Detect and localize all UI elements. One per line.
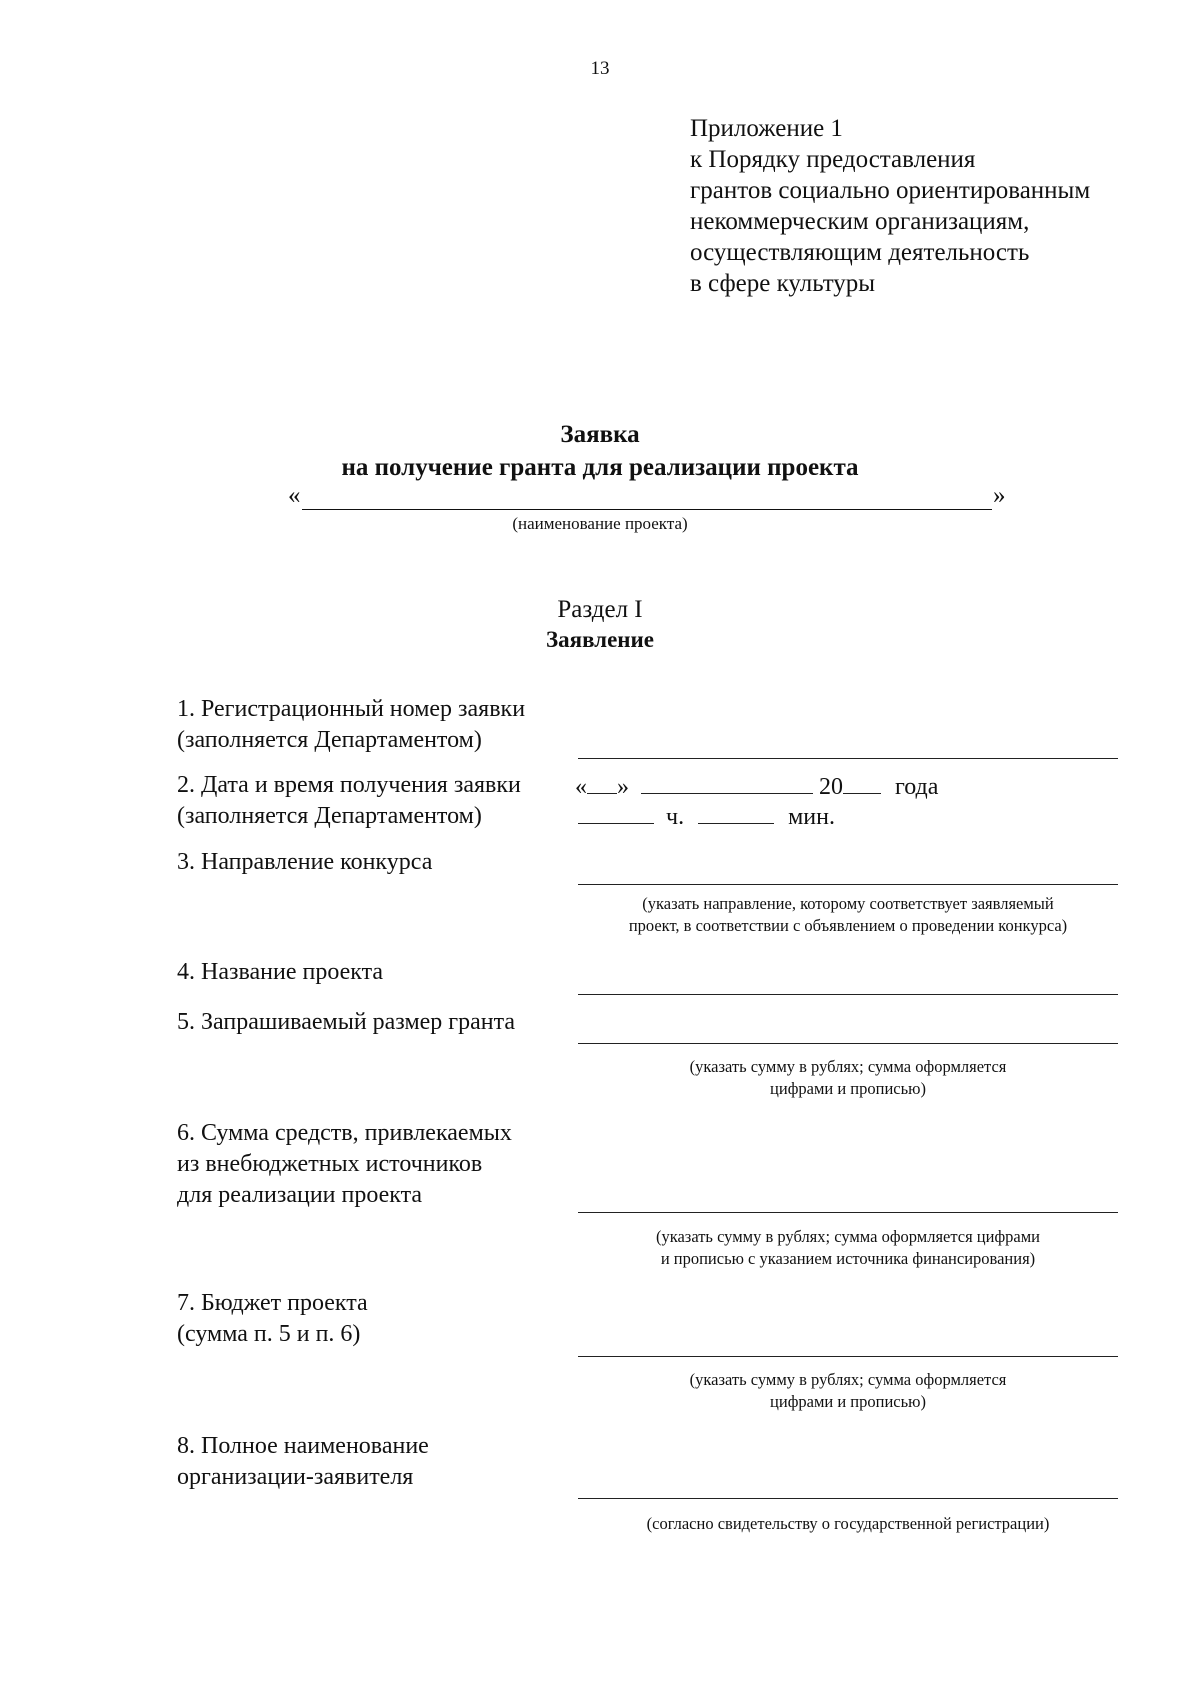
field-label-line: 7. Бюджет проекта <box>177 1290 368 1316</box>
field-label-line: (заполняется Департаментом) <box>177 803 482 829</box>
page-number: 13 <box>590 58 610 79</box>
field-label-line: 5. Запрашиваемый размер гранта <box>177 1009 516 1035</box>
year-prefix: 20 <box>819 774 843 800</box>
field-label-line: (заполняется Департаментом) <box>177 727 482 753</box>
caption-line: цифрами и прописью) <box>770 1079 926 1098</box>
date-row <box>575 772 938 801</box>
field-3-caption <box>578 893 1118 937</box>
field-label-line: 8. Полное наименование <box>177 1433 429 1459</box>
appendix-line: к Порядку предоставления <box>690 146 976 173</box>
registration-number-field[interactable] <box>578 758 1118 759</box>
time-row <box>578 802 835 831</box>
caption-line: и прописью с указанием источника финансирования) <box>660 1249 1036 1268</box>
appendix-line: осуществляющим деятельность <box>690 239 1030 266</box>
hours-label: ч. <box>666 804 685 830</box>
caption-line: (указать направление, которому соответствует заявляемый <box>642 894 1054 913</box>
field-6-caption <box>578 1226 1118 1270</box>
field-label-line: 2. Дата и время получения заявки <box>177 772 521 798</box>
hours-field[interactable] <box>578 802 654 824</box>
title-line-1: Заявка <box>560 421 640 448</box>
caption-line: (указать сумму в рублях; сумма оформляется <box>689 1370 1007 1389</box>
field-label-line: 3. Направление конкурса <box>177 849 433 875</box>
field-7-label <box>177 1288 567 1350</box>
minutes-label: мин. <box>788 804 835 830</box>
appendix-line: грантов социально ориентированным <box>690 177 1091 204</box>
section-label: Раздел I <box>557 596 643 623</box>
caption-line: цифрами и прописью) <box>770 1392 926 1411</box>
appendix-line: в сфере культуры <box>690 270 876 297</box>
minutes-field[interactable] <box>698 802 774 824</box>
title-line-2: на получение гранта для реализации проекта <box>341 454 859 481</box>
appendix-header <box>690 113 1170 299</box>
project-quote-open: « <box>288 482 301 509</box>
year-suffix: года <box>895 774 939 800</box>
document-title <box>0 418 1200 484</box>
project-name-caption: (наименование проекта) <box>512 514 688 533</box>
caption-line: (указать сумму в рублях; сумма оформляется <box>689 1057 1007 1076</box>
field-label-line: 4. Название проекта <box>177 959 384 985</box>
field-label-line: 1. Регистрационный номер заявки <box>177 696 526 722</box>
appendix-line: Приложение 1 <box>690 115 843 142</box>
project-budget-field[interactable] <box>578 1356 1118 1357</box>
project-name-field[interactable] <box>302 509 992 510</box>
grant-amount-field[interactable] <box>578 1043 1118 1044</box>
field-4-label <box>177 957 567 988</box>
caption-line: проект, в соответствии с объявлением о проведении конкурса) <box>628 916 1068 935</box>
year-field[interactable] <box>843 772 881 794</box>
project-title-field[interactable] <box>578 994 1118 995</box>
section-title: Заявление <box>545 627 655 652</box>
extrabudgetary-amount-field[interactable] <box>578 1212 1118 1213</box>
field-8-caption <box>578 1513 1118 1535</box>
project-quote-close: » <box>993 482 1006 509</box>
caption-line: (указать сумму в рублях; сумма оформляется цифрами <box>655 1227 1041 1246</box>
field-label-line: для реализации проекта <box>177 1182 423 1208</box>
field-label-line: из внебюджетных источников <box>177 1151 483 1177</box>
date-quote-close: » <box>617 774 629 800</box>
field-7-caption <box>578 1369 1118 1413</box>
date-quote-open: « <box>575 774 587 800</box>
field-3-label <box>177 847 567 878</box>
day-field[interactable] <box>587 772 617 794</box>
field-1-label <box>177 694 567 756</box>
appendix-line: некоммерческим организациям, <box>690 208 1030 235</box>
field-label-line: (сумма п. 5 и п. 6) <box>177 1321 361 1347</box>
contest-direction-field[interactable] <box>578 884 1118 885</box>
field-5-label <box>177 1007 567 1038</box>
field-label-line: 6. Сумма средств, привлекаемых <box>177 1120 512 1146</box>
caption-line: (согласно свидетельству о государственной регистрации) <box>646 1514 1050 1533</box>
field-8-label <box>177 1431 567 1493</box>
field-5-caption <box>578 1056 1118 1100</box>
organization-name-field[interactable] <box>578 1498 1118 1499</box>
field-label-line: организации-заявителя <box>177 1464 414 1490</box>
field-6-label <box>177 1118 567 1211</box>
month-field[interactable] <box>641 772 813 794</box>
field-2-label <box>177 770 567 832</box>
